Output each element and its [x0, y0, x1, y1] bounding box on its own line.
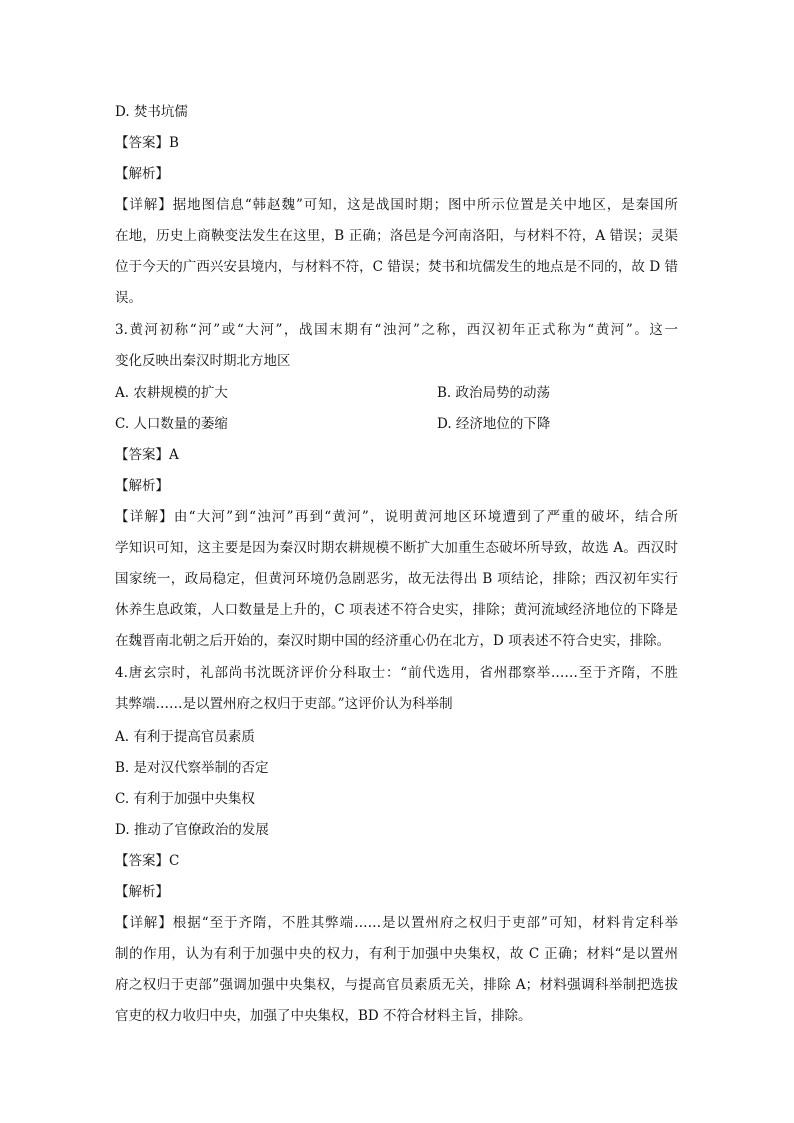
q3-stem-line: 变化反映出秦汉时期北方地区	[115, 353, 291, 369]
q4-stem-line: 4.唐玄宗时，礼部尚书沈既济评价分科取士：“前代选用，省州郡察举……至于齐隋，不胜	[115, 665, 678, 681]
q2-detail-line: 在地，历史上商鞅变法发生在这里，B 正确；洛邑是今河南洛阳，与材料不符，A 错误；灵渠	[115, 228, 678, 244]
q3-option-d: D. 经济地位的下降	[437, 416, 551, 432]
q2-answer: 【答案】B	[115, 135, 179, 151]
q3-answer: 【答案】A	[115, 447, 179, 463]
q3-detail-line: 国家统一，政局稳定，但黄河环境仍急剧恶劣，故无法得出 B 项结论，排除；西汉初年实行	[115, 571, 678, 587]
q2-detail-line: 位于今天的广西兴安县境内，与材料不符，C 错误；焚书和坑儒发生的地点是不同的，故 D 错	[115, 259, 678, 275]
q4-option-d: D. 推动了官僚政治的发展	[115, 822, 269, 838]
q4-option-c: C. 有利于加强中央集权	[115, 791, 255, 807]
q3-analysis-heading: 【解析】	[115, 478, 169, 494]
q4-detail-line: 制的作用，认为有利于加强中央的权力，有利于加强中央集权，故 C 正确；材料“是以置州	[115, 946, 678, 962]
q3-option-a: A. 农耕规模的扩大	[115, 385, 228, 401]
q2-detail-line: 误。	[115, 290, 142, 306]
q3-option-c: C. 人口数量的萎缩	[115, 416, 228, 432]
q4-stem-line: 其弊端……是以置州府之权归于吏部。”这评价认为科举制	[115, 696, 453, 712]
q4-detail-line: 官吏的权力收归中央，加强了中央集权，BD 不符合材料主旨，排除。	[115, 1008, 532, 1024]
q4-analysis-heading: 【解析】	[115, 884, 169, 900]
q4-option-a: A. 有利于提高官员素质	[115, 729, 255, 745]
q2-option-d: D. 焚书坑儒	[115, 104, 188, 120]
q2-detail-line: 【详解】据地图信息“韩赵魏”可知，这是战国时期；图中所示位置是关中地区，是秦国所	[115, 197, 678, 213]
q3-detail-line: 在魏晋南北朝之后开始的，秦汉时期中国的经济重心仍在北方，D 项表述不符合史实，排除。	[115, 633, 671, 649]
q3-detail-line: 休养生息政策，人口数量是上升的，C 项表述不符合史实，排除；黄河流域经济地位的下降是	[115, 602, 678, 618]
q3-option-b: B. 政治局势的动荡	[437, 385, 551, 401]
q3-detail-line: 【详解】由“大河”到“浊河”再到“黄河”，说明黄河地区环境遭到了严重的破坏，结合所	[115, 509, 678, 525]
q2-analysis-heading: 【解析】	[115, 166, 169, 182]
q4-answer: 【答案】C	[115, 853, 180, 869]
q3-stem-line: 3.黄河初称“河”或“大河”，战国末期有“浊河”之称，西汉初年正式称为“黄河”。这一	[115, 322, 678, 338]
q4-option-b: B. 是对汉代察举制的否定	[115, 760, 269, 776]
q3-detail-line: 学知识可知，这主要是因为秦汉时期农耕规模不断扩大加重生态破坏所导致，故选 A。西汉时	[115, 540, 678, 556]
q4-detail-line: 府之权归于吏部”强调加强中央集权，与提高官员素质无关，排除 A；材料强调科举制把选拔	[115, 977, 678, 993]
q4-detail-line: 【详解】根据“至于齐隋，不胜其弊端……是以置州府之权归于吏部”可知，材料肯定科举	[115, 915, 678, 931]
